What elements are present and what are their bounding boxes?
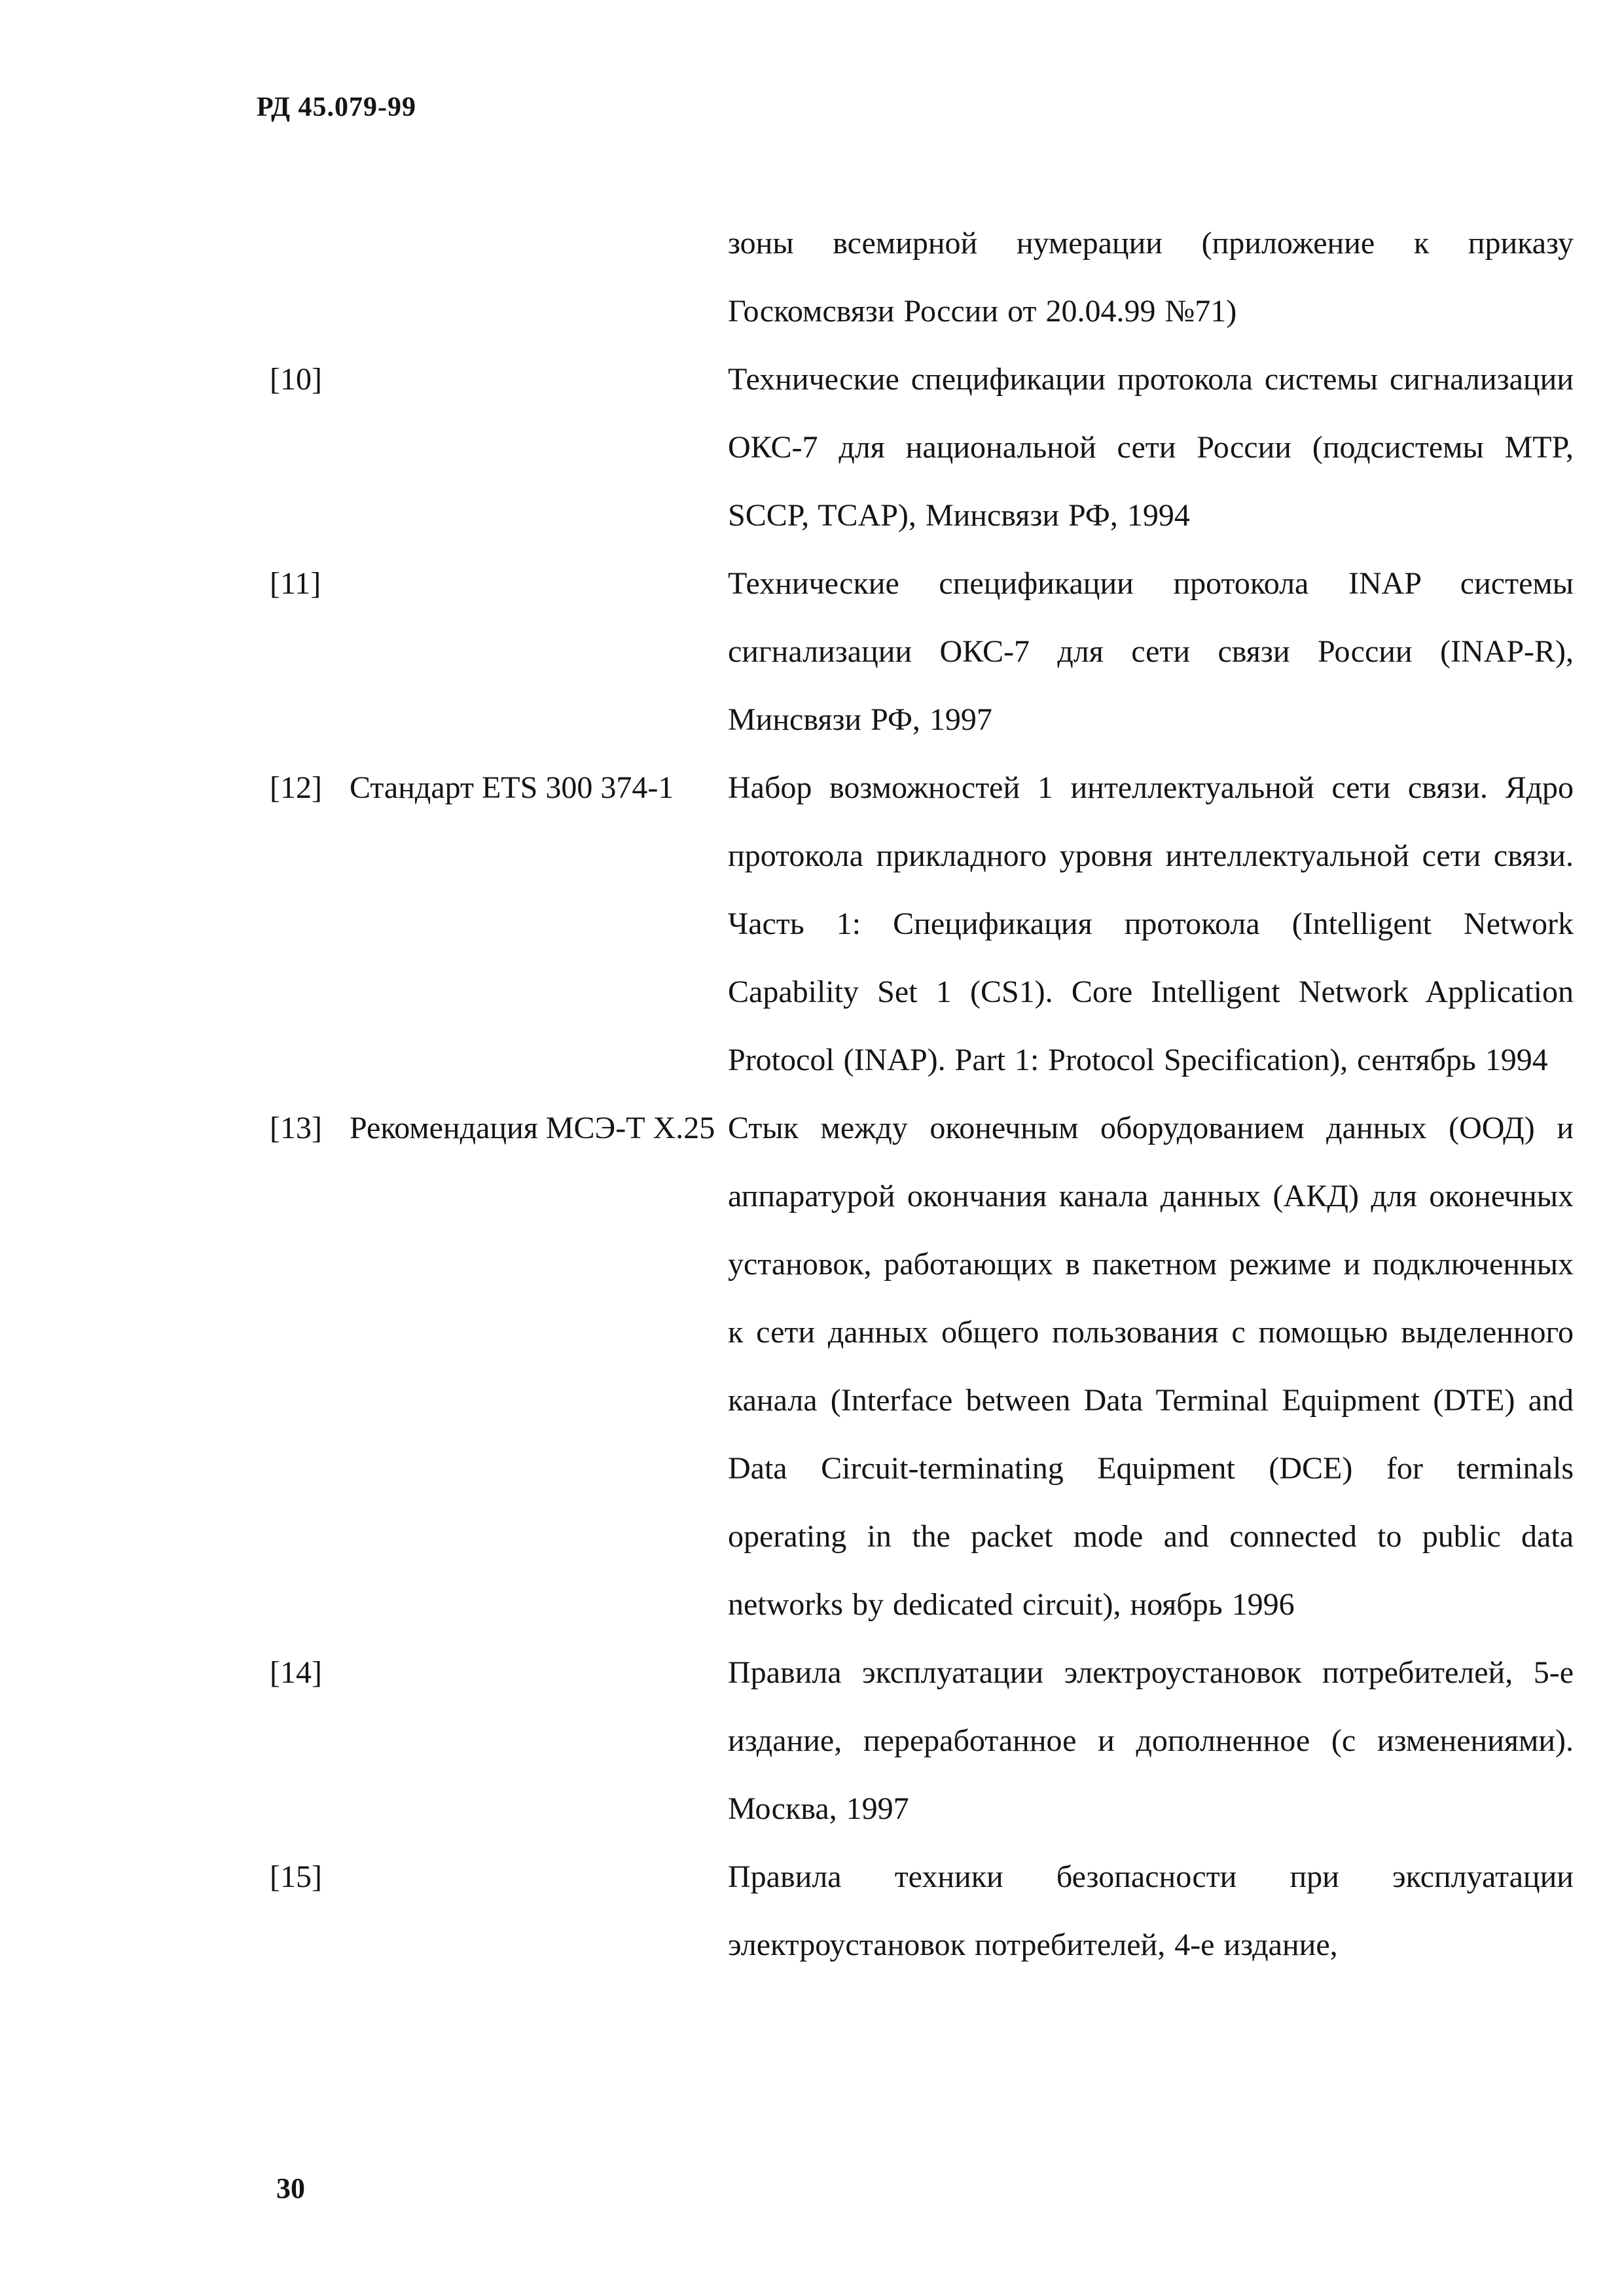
reference-number: [14]	[270, 1655, 322, 1690]
reference-list	[270, 209, 1574, 1979]
reference-left-column	[270, 1639, 728, 1707]
reference-entry-13	[270, 1094, 1574, 1639]
reference-left-column	[270, 1843, 728, 1911]
reference-left-column	[270, 550, 728, 618]
reference-left-column	[270, 1094, 728, 1162]
reference-entry-10	[270, 346, 1574, 550]
reference-number: [10]	[270, 362, 322, 397]
reference-title: Правила техники безопасности при эксплуатации электроустановок потребителей, 4-е издание,	[728, 1859, 1574, 1962]
reference-entry-14	[270, 1639, 1574, 1843]
reference-title: Технические спецификации протокола системы сигнализации ОКС-7 для национальной сети России (подсистемы MTP, SCCP, TCAP), Минсвязи РФ, 1994	[728, 362, 1574, 533]
reference-left-column	[270, 209, 728, 278]
reference-source: Рекомендация МСЭ-Т X.25	[349, 1111, 715, 1145]
reference-number: [11]	[270, 566, 321, 601]
reference-title: Стык между оконечным оборудованием данных (ООД) и аппаратурой окончания канала данных (АКД) для оконечных установок, работающих в пакетном режиме и подключенных к сети данных общего пользования с помощью выделенного канала (Interface between Data Terminal Equipment (DTE) and Data Circuit-terminating Equipment (DCE) for terminals operating in the packet mode and connected to public data networks by dedicated circuit), ноябрь 1996	[728, 1111, 1574, 1622]
reference-title: Технические спецификации протокола INAP системы сигнализации ОКС-7 для сети связи России (INAP-R), Минсвязи РФ, 1997	[728, 566, 1574, 737]
reference-entry-12	[270, 754, 1574, 1094]
document-code-header: РД 45.079-99	[257, 92, 417, 122]
reference-source: Стандарт ETS 300 374-1	[349, 770, 674, 805]
reference-number: [15]	[270, 1859, 322, 1894]
reference-entry-continued	[270, 209, 1574, 346]
reference-left-column	[270, 346, 728, 414]
reference-number: [12]	[270, 770, 322, 805]
reference-title: зоны всемирной нумерации (приложение к приказу Госкомсвязи России от 20.04.99 №71)	[728, 226, 1574, 329]
page-number: 30	[276, 2172, 305, 2204]
reference-entry-11	[270, 550, 1574, 754]
reference-entry-15	[270, 1843, 1574, 1979]
reference-title: Правила эксплуатации электроустановок потребителей, 5-е издание, переработанное и дополненное (с изменениями). Москва, 1997	[728, 1655, 1574, 1826]
reference-title: Набор возможностей 1 интеллектуальной сети связи. Ядро протокола прикладного уровня интеллектуальной сети связи. Часть 1: Спецификация протокола (Intelligent Network Capability Set 1 (CS1). Core Intelligent Network Application Protocol (INAP). Part 1: Protocol Specification), сентябрь 1994	[728, 770, 1574, 1077]
reference-left-column	[270, 754, 728, 822]
reference-number: [13]	[270, 1111, 322, 1145]
